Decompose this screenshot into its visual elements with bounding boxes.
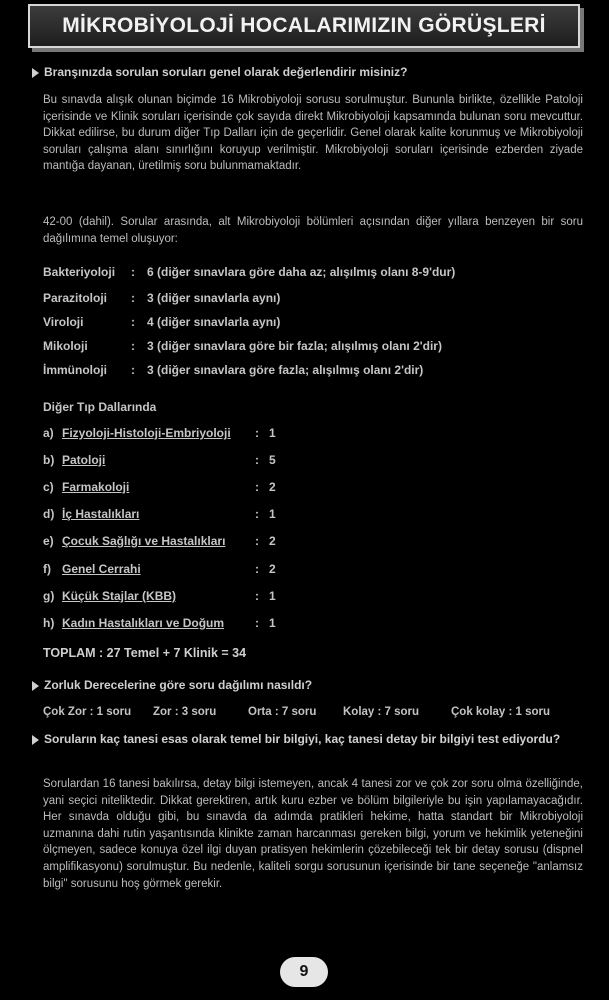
- branch-value: 1: [269, 616, 276, 630]
- paragraph-2: 42-00 (dahil). Sorular arasında, alt Mikrobiyoloji bölümleri açısından diğer yıllara benzeyen bir soru dağılımına temel oluşuyor:: [43, 216, 583, 245]
- subject-value: 3 (diğer sınavlara göre bir fazla; alışılmış olanı 2'dir): [147, 339, 442, 353]
- branch-name: Kadın Hastalıkları ve Doğum: [62, 616, 225, 630]
- colon: :: [255, 426, 259, 440]
- page-title: MİKROBİYOLOJİ HOCALARIMIZIN GÖRÜŞLERİ: [62, 14, 546, 37]
- colon: :: [131, 291, 135, 305]
- difficulty-item: Zor : 3 soru: [153, 706, 217, 718]
- branch-value: 1: [269, 589, 276, 603]
- colon: :: [131, 265, 135, 279]
- bullet-triangle-icon: [32, 681, 39, 691]
- paragraph-3: Sorulardan 16 tanesi bakılırsa, detay bilgi istemeyen, ancak 4 tanesi zor ve çok zor soru olma özelliğinde, yani seçici niteliktedir. Dikkat gerektiren, artık kuru ezber ve bölüm bilgileriyle bu işin yapılamayacağıdır. Her sınavda olduğu gibi, bu sınavda da adımda pratikleri hekime, hatta standart bir Mikrobiyoloji uzmanına dahi rutin yaşantısında klinikte zaman harcanması gereken bilgi, yorum ve hekimlik yeteneğini ölçmeyen, sadece konuya özel ilgi duyan pratisyen hekimlerin çözebileceği tek bir detay sorusu (dispnel amplifikasyonu) sorulmuştur. Bu nedenle, kaliteli sorgu sorusunun içerisinde bir tane seçeneğe "anlamsız bilgi" sorusunu hoş görmek gerekir.: [43, 778, 583, 890]
- branch-name: Fizyoloji-Histoloji-Embriyoloji: [62, 426, 231, 440]
- subject-name: Bakteriyoloji: [43, 265, 116, 279]
- subject-value: 3 (diğer sınavlarla aynı): [147, 291, 281, 305]
- page-number: 9: [280, 957, 328, 987]
- colon: :: [255, 562, 259, 576]
- question-3: [32, 731, 583, 748]
- subject-value: 3 (diğer sınavlara göre fazla; alışılmış olanı 2'dir): [147, 363, 424, 377]
- colon: :: [131, 339, 135, 353]
- branch-value: 5: [269, 453, 276, 467]
- branch-name: Küçük Stajlar (KBB): [62, 589, 177, 603]
- subject-value: 6 (diğer sınavlara göre daha az; alışılmış olanı 8-9'dur): [147, 265, 456, 279]
- subject-value: 4 (diğer sınavlarla aynı): [147, 315, 281, 329]
- colon: :: [255, 507, 259, 521]
- branch-name: Çocuk Sağlığı ve Hastalıkları: [62, 534, 226, 548]
- page-header: [28, 4, 580, 48]
- bullet-triangle-icon: [32, 735, 39, 745]
- branch-value: 1: [269, 507, 276, 521]
- colon: :: [255, 616, 259, 630]
- question-1: [32, 64, 583, 81]
- question-1-text: Branşınızda sorulan soruları genel olarak değerlendirir misiniz?: [44, 65, 408, 79]
- branch-letter: e): [43, 534, 54, 548]
- branch-name: İç Hastalıkları: [62, 507, 140, 521]
- branch-value: 2: [269, 534, 276, 548]
- subject-name: Viroloji: [43, 315, 84, 329]
- subject-name: İmmünoloji: [43, 363, 107, 377]
- subject-name: Mikoloji: [43, 339, 88, 353]
- branch-letter: b): [43, 453, 55, 467]
- difficulty-item: Çok Zor : 1 soru: [43, 706, 132, 718]
- colon: :: [255, 534, 259, 548]
- bullet-triangle-icon: [32, 68, 39, 78]
- branch-value: 2: [269, 480, 276, 494]
- subheading-other-branches: Diğer Tıp Dallarında: [43, 400, 157, 414]
- branch-name: Farmakoloji: [62, 480, 130, 494]
- branch-letter: f): [43, 562, 51, 576]
- colon: :: [255, 453, 259, 467]
- colon: :: [255, 480, 259, 494]
- branch-value: 2: [269, 562, 276, 576]
- branch-value: 1: [269, 426, 276, 440]
- branch-name: Genel Cerrahi: [62, 562, 141, 576]
- colon: :: [131, 315, 135, 329]
- total-line: TOPLAM : 27 Temel + 7 Klinik = 34: [43, 646, 247, 660]
- question-2-text: Zorluk Derecelerine göre soru dağılımı nasıldı?: [44, 678, 313, 692]
- colon: :: [131, 363, 135, 377]
- branch-letter: c): [43, 480, 54, 494]
- branch-letter: d): [43, 507, 55, 521]
- branch-letter: g): [43, 589, 55, 603]
- subject-name: Parazitoloji: [43, 291, 108, 305]
- difficulty-item: Kolay : 7 soru: [343, 706, 420, 718]
- branch-letter: a): [43, 426, 54, 440]
- question-3-text: Soruların kaç tanesi esas olarak temel bir bilgiyi, kaç tanesi detay bir bilgiyi test ediyordu?: [44, 732, 561, 746]
- branch-name: Patoloji: [62, 453, 106, 467]
- difficulty-item: Çok kolay : 1 soru: [451, 706, 551, 718]
- question-2: [32, 677, 583, 694]
- difficulty-item: Orta : 7 soru: [248, 706, 317, 718]
- branch-letter: h): [43, 616, 55, 630]
- colon: :: [255, 589, 259, 603]
- paragraph-1: Bu sınavda alışık olunan biçimde 16 Mikrobiyoloji sorusu sorulmuştur. Bununla birlikte, özellikle Patoloji içerisinde ve Klinik soruları içerisinde çok sayıda direkt Mikrobiyoloji kapsamında bulunan soru mevcuttur. Dikkat edilirse, bu durum diğer Tıp Dalları için de geçerlidir. Genel olarak kalite korunmuş ve Mikrobiyoloji soruları çalışma alanı sınırlığını koruyup verilmiştir. Mikrobiyoloji soruları içerisinde ezberden ziyade mantığa dayanan, üretilmiş soru bulunmamaktadır.: [43, 94, 583, 173]
